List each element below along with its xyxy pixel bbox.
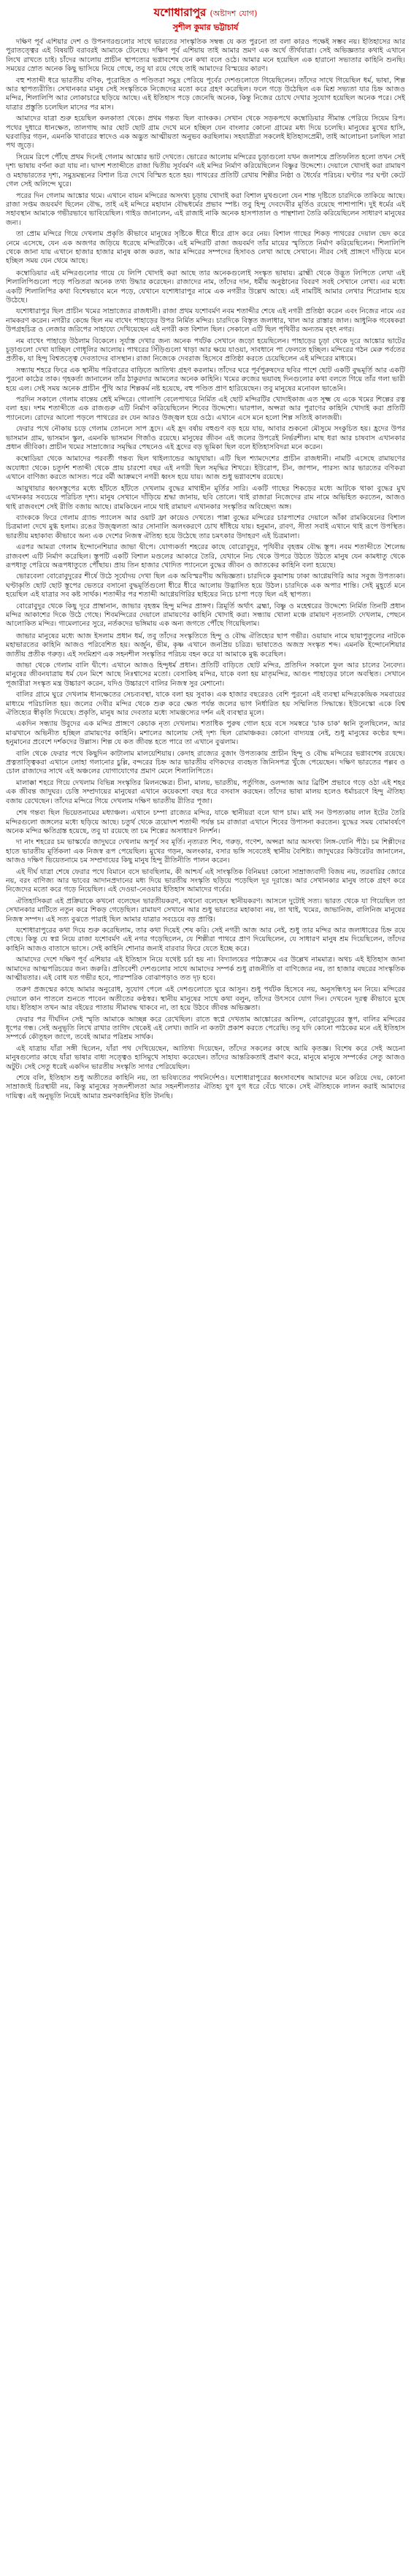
article-paragraph: দা নাং শহরের চম ভাস্কর্যের জাদুঘরে দেখলাম অপূর্ব সব মূর্তি। নৃত্যরত শিব, গরুড়, গণেশ, অপ্সরা আর অসংখ্য লিঙ্গ-যোনি পীঠ। চম শিল্পীদের হাতে ভারতীয় মূর্তিকলা এক নিজস্ব রূপ পেয়েছিল। মুখের গড়ন, অলংকার, বসার ভঙ্গি সবেতেই স্থানীয় বৈশিষ্ট্য। জাদুঘরের কিউরেটর জানালেন, আজও দক্ষিণ ভিয়েতনামে চম সম্প্রদায়ের কিছু মানুষ হিন্দু রীতিনীতি পালন করেন।: [6, 838, 405, 865]
article-paragraph: মালাক্কা শহরে গিয়ে দেখলাম বিভিন্ন সংস্কৃতির মিলনক্ষেত্র। চীনা, মালয়, ভারতীয়, পর্তুগিজ, ওলন্দাজ আর ব্রিটিশ প্রভাবে গড়ে ওঠা এই শহর এক জীবন্ত জাদুঘর। চেত্তি সম্প্রদায়ের মানুষেরা এখানে কয়েকশো বছর ধরে বসবাস করছেন। তাঁদের ভাষা মালয় হলেও ধর্মাচরণে হিন্দু ঐতিহ্য বজায় রেখেছেন। তাঁদের মন্দিরে গিয়ে দেখলাম দক্ষিণ ভারতীয় রীতির পূজা।: [6, 778, 405, 805]
article-paragraph: ব্যাংককে ফিরে গেলাম গ্র্যান্ড প্যালেস আর ওয়াট ফ্রা কায়েও দেখতে। পান্না বুদ্ধের মন্দিরের চারপাশের দেয়ালে আঁকা রামকিয়েনের বিশাল চিত্রমালা দেখে মুগ্ধ হলাম। রঙের উজ্জ্বলতা আর সোনালি অলংকরণে চোখ ধাঁধিয়ে যায়। হনুমান, রাবণ, সীতা সবাই এখানে থাই রূপে উপস্থিত। ভারতীয় মহাকাব্য কীভাবে অন্য এক দেশের নিজস্ব ঐতিহ্য হয়ে উঠেছে তার চমৎকার উদাহরণ এই চিত্রমালা।: [6, 513, 405, 540]
article-paragraph: নম বাখেং পাহাড়ে উঠলাম বিকেলে। সূর্যাস্ত দেখার জন্য অনেক পর্যটক সেখানে জড়ো হয়েছিলেন। পাহাড়ের চূড়া থেকে দূরে আঙ্কোর ভাটের চূড়াগুলো দেখা যাচ্ছিল গোধূলির আলোয়। পাথরের সিঁড়িগুলো খাড়া আর ক্ষয়ে যাওয়া, সাবধানে পা ফেলতে হচ্ছিল। মন্দিরের গঠন মেরু পর্বতের প্রতীক, যা হিন্দু বিশ্বতত্ত্বে দেবতাদের বাসস্থান। রাজা নিজেকে দেবরাজ হিসেবে প্রতিষ্ঠা করতে চেয়েছিলেন এই মন্দিরের মাধ্যমে।: [6, 337, 405, 364]
article-paragraph: কম্বোডিয়া থেকে আমাদের পরবর্তী গন্তব্য ছিল থাইল্যান্ডের আয়ুথায়া। এটি ছিল শ্যামদেশের প্রাচীন রাজধানী। নামটি এসেছে রামায়ণের অযোধ্যা থেকে। চতুর্দশ শতাব্দী থেকে প্রায় চারশো বছর এই নগরী ছিল সমৃদ্ধির শিখরে। ইউরোপ, চীন, জাপান, পারস্য আর ভারতের বণিকরা এখানে বাণিজ্য করতে আসত। পরে বর্মী আক্রমণে নগরী ধ্বংস হয়ে যায়। আজ শুধু ভগ্নাবশেষ রয়েছে।: [6, 455, 405, 482]
article-paragraph: এই দীর্ঘ যাত্রা শেষে ফেরার পথে বিমানে বসে ভাবছিলাম, কী আশ্চর্য এই সাংস্কৃতিক বিনিময়! কোনো সাম্রাজ্যবাদী বিজয় নয়, তরবারির জোরে নয়, বরং বাণিজ্য আর ভাবের আদানপ্রদানের মধ্য দিয়ে ভারতীয় সংস্কৃতি ছড়িয়ে পড়েছিল দূর দূরান্তে। আর সেখানকার মানুষ তাকে গ্রহণ করে নিজেদের মতো করে গড়ে নিয়েছিল। এই দেওয়া-নেওয়ার ইতিহাস আমাদের গর্বের।: [6, 867, 405, 894]
article-paragraph: জাভা থেকে গেলাম বালি দ্বীপে। এখানে আজও হিন্দুধর্ম প্রধান। প্রতিটি বাড়িতে ছোট মন্দির, প্রতিদিন সকালে ফুল আর চালের নৈবেদ্য। মানুষের জীবনযাত্রায় ধর্ম যেন মিশে আছে নিঃশ্বাসের মতো। বেসাকিহ মন্দির, যাকে বলা হয় মাতৃমন্দির, আগুং পাহাড়ের ঢালে অবস্থিত। সেখানে পূজারীরা সংস্কৃত মন্ত্র উচ্চারণ করেন, যদিও উচ্চারণে বালির নিজস্ব সুর মেশানো।: [6, 662, 405, 688]
article-paragraph: যশোধারাপুরের কথা দিয়ে শুরু করেছিলাম, তার কথা দিয়েই শেষ করি। সেই নগরী আজ আর নেই, শুধু তার মন্দির আর জলাধারের চিহ্ন রয়ে গেছে। কিন্তু যে স্বপ্ন নিয়ে রাজা যশোবর্মণ এই নগর গড়েছিলেন, যে শিল্পীরা পাথরে প্রাণ দিয়েছিলেন, যে সাধারণ মানুষ শ্রম দিয়েছিলেন, তাঁদের কাহিনি আজও বাতাসে ভাসে। সেই কাহিনি শোনার জন্যই বারবার ফিরে যেতে ইচ্ছে করে।: [6, 926, 405, 953]
article-paragraph: কম্বোডিয়ার এই মন্দিরগুলোর গায়ে যে লিপি খোদাই করা আছে তার অনেকগুলোই সংস্কৃত ভাষায়। ব্রাহ্মী থেকে উদ্ভূত লিপিতে লেখা এই শিলালিপিগুলো পড়ে পণ্ডিতরা অনেক তথ্য উদ্ধার করেছেন। রাজাদের নাম, তাঁদের দান, ধর্মীয় অনুষ্ঠানের বিবরণ সবই সেখানে লেখা। এর মধ্যে একটি শিলালিপির কথা বিশেষভাবে মনে পড়ে, যেখানে যশোধারাপুর নামে এক নগরীর উল্লেখ আছে। এই নামটিই আমার লেখার শিরোনাম হয়ে উঠেছে।: [6, 269, 405, 304]
article-paragraph: এরপর আমরা গেলাম ইন্দোনেশিয়ার জাভা দ্বীপে। যোগ্যকর্তা শহরের কাছে বোরোবুদুর, পৃথিবীর বৃহত্তম বৌদ্ধ স্তূপ। নবম শতাব্দীতে শৈলেন্দ্র রাজবংশ এটি নির্মাণ করেছিল। স্তূপটি একটি বিশাল মণ্ডলের আকারে তৈরি, যেখানে নিচ থেকে উপরে উঠতে উঠতে মানুষ যেন কামধাতু থেকে রূপধাতু পেরিয়ে অরূপধাতুতে পৌঁছায়। প্রায় তিন হাজার খোদিত প্যানেলে বুদ্ধের জীবন ও জাতকের কাহিনি বলা হয়েছে।: [6, 543, 405, 570]
article-paragraph: একদিন সন্ধ্যায় উবুদের এক মন্দির প্রাঙ্গণে কেচাক নৃত্য দেখলাম। শতাধিক পুরুষ গোল হয়ে বসে সমস্বরে 'চাক চাক' ধ্বনি তুলছিলেন, আর মাঝখানে অভিনীত হচ্ছিল রামায়ণের কাহিনি। মশালের আলোয় সেই দৃশ্য ছিল রোমাঞ্চকর। কোনো বাদ্যযন্ত্র নেই, শুধু মানুষের কণ্ঠের ছন্দ। হনুমানের প্রবেশে দর্শকদের উল্লাস। শিল্প যে কত জীবন্ত হতে পারে তা এখানে বুঝলাম।: [6, 720, 405, 747]
article-paragraph: দক্ষিণ পূর্ব এশিয়ার দেশ ও উপনগরগুলোর সাথে ভারতের সাংস্কৃতিক সম্বন্ধ যে কত পুরনো তা বলা কারও পক্ষেই সম্ভব নয়। ইতিহাসের আর পুরাতত্ত্বের এই বিষয়টি বরাবরই আমাকে টেনেছে। দক্ষিণ পূর্ব এশিয়ায় তাই আমার ভ্রমণ এক অর্থে তীর্থযাত্রা। সেই অভিজ্ঞতার কথাই এখানে লিখে রাখতে চাই। চাঁদের আলোয় প্রাচীন স্থাপত্যের ভগ্নাবশেষ যেন কথা বলে ওঠে। আমার মনে হয়েছিল এক হারানো সভ্যতার কাহিনি শুনছি। সময়ের স্রোত অনেক কিছু ভাসিয়ে নিয়ে গেছে, তবু যা রয়ে গেছে তাই আমাদের বিস্ময়ের কারণ।: [6, 38, 405, 74]
article-paragraph: ভোরবেলা বোরোবুদুরের শীর্ষে উঠে সূর্যোদয় দেখা ছিল এক অবিস্মরণীয় অভিজ্ঞতা। চারদিকে কুয়াশায় ঢাকা আগ্নেয়গিরি আর সবুজ উপত্যকা। ঘণ্টাকৃতি ছোট ছোট স্তূপের ভেতরে বসানো বুদ্ধমূর্তিগুলো ধীরে ধীরে আলোয় উদ্ভাসিত হয়ে উঠল। চারদিকে এক অপার শান্তি। সেই মুহূর্তে মনে হয়েছিল এই যাত্রার সব কষ্ট সার্থক। শতাব্দীর পর শতাব্দী আগ্নেয়গিরির ছাইয়ের নিচে চাপা পড়ে ছিল এই স্থাপত্য।: [6, 572, 405, 599]
article-paragraph: তা প্রোম মন্দিরে গিয়ে দেখলাম প্রকৃতি কীভাবে মানুষের সৃষ্টিকে ধীরে ধীরে গ্রাস করে নেয়। বিশাল গাছের শিকড় পাথরের দেয়াল ভেদ করে নেমে এসেছে, যেন এক অজগর জড়িয়ে ধরেছে মন্দিরটিকে। এই মন্দিরটি রাজা জয়বর্মণ তাঁর মায়ের স্মৃতিতে নির্মাণ করিয়েছিলেন। শিলালিপি থেকে জানা যায় এখানে হাজার হাজার মানুষ কাজ করত, আর মন্দিরের সম্পদের হিসাবও লেখা আছে সেখানে। নীরব সেই প্রাঙ্গণে দাঁড়িয়ে মনে হচ্ছিল সময় যেন থেমে আছে।: [6, 230, 405, 266]
article-paragraph: সন্ধ্যায় শহরে ফিরে এক স্থানীয় পরিবারের বাড়িতে আতিথ্য গ্রহণ করলাম। তাঁদের ঘরে পূর্বপুরুষদের ছবির পাশে ছোট একটি বুদ্ধমূর্তি আর একটি পুরনো কাঠের তাক। গৃহকর্তা জানালেন তাঁর ঠাকুরদার আমলের অনেক কাহিনি। খমের রুজের ভয়াবহ দিনগুলোর কথা বলতে গিয়ে তাঁর গলা ভারী হয়ে এল। সেই সময় অনেক প্রাচীন পুঁথি আর শিল্পকর্ম নষ্ট হয়েছে, বহু পণ্ডিত প্রাণ হারিয়েছেন। তবু মানুষের মনোবল ভাঙেনি।: [6, 366, 405, 393]
article-paragraph: পরদিন সকালে গেলাম বান্তেয় শ্রেই মন্দিরে। গোলাপি বেলেপাথরে নির্মিত এই ছোট মন্দিরটির খোদাইকাজ এত সূক্ষ্ম যে একে খমের শিল্পের রত্ন বলা হয়। দশম শতাব্দীতে এক রাজগুরু এটি নির্মাণ করিয়েছিলেন শিবের উদ্দেশ্যে। দ্বারপাল, অপ্সরা আর পুরাণের কাহিনি খোদাই করা প্রতিটি প্যানেলে। রোদের আলো পড়লে পাথরের রং যেন আরও উজ্জ্বল হয়ে ওঠে। এখানে এসে মনে হলো শিল্প সত্যিই কালজয়ী।: [6, 396, 405, 422]
article-paragraph: তরুণ প্রজন্মের কাছে আমার অনুরোধ, সুযোগ পেলে এই দেশগুলোতে ঘুরে আসুন। শুধু পর্যটক হিসেবে নয়, অনুসন্ধিৎসু মন নিয়ে। মন্দিরের দেয়ালে কান পাতলে শুনতে পাবেন অতীতের কণ্ঠস্বর। স্থানীয় মানুষের সাথে কথা বলুন, তাঁদের উৎসবে যোগ দিন। দেখবেন দূরত্ব কীভাবে মুছে যায়। ইতিহাস তখন আর বইয়ের পাতায় সীমাবদ্ধ থাকবে না, তা হয়ে উঠবে জীবন্ত অভিজ্ঞতা।: [6, 986, 405, 1013]
article-paragraph: আমাদের যাত্রা শুরু হয়েছিল কলকাতা থেকে। প্রথম গন্তব্য ছিল ব্যাংকক। সেখান থেকে সড়কপথে কম্বোডিয়ার সীমান্ত পেরিয়ে সিয়েম রিপ। পথের দুধারে ধানক্ষেত, তালগাছ আর ছোট ছোট গ্রাম দেখে মনে হচ্ছিল যেন বাংলার কোনো গ্রামের মধ্য দিয়ে চলেছি। মানুষের মুখের হাসি, ঘরবাড়ির গড়ন, এমনকি খাবারের স্বাদেও এক অদ্ভুত আত্মীয়তা অনুভব করছিলাম। সহযাত্রীরা সকলেই ইতিহাসপ্রেমী, তাই আলোচনা চলছিল সারা পথ জুড়ে।: [6, 115, 405, 150]
article-title-sub: (অষ্টাদশ যোগ): [210, 9, 258, 18]
article-paragraph: ফেরার পথে নৌকায় চড়ে গেলাম তোনলে সাপ হ্রদে। এই হ্রদ বর্ষায় বহুগুণ বড় হয়ে যায়, আবার শুকনো মৌসুমে সংকুচিত হয়। হ্রদের উপর ভাসমান গ্রাম, ভাসমান স্কুল, এমনকি ভাসমান গির্জাও রয়েছে। মানুষের জীবন এই জলের উপরেই নির্ভরশীল। মাছ ধরা আর চাষবাস এখানকার প্রধান জীবিকা। প্রাচীন খমের সাম্রাজ্যের সমৃদ্ধির পেছনেও এই হ্রদের বড় ভূমিকা ছিল বলে ইতিহাসবিদরা মনে করেন।: [6, 425, 405, 452]
article-author: সুশীল কুমার ভট্টাচার্য: [172, 23, 239, 32]
article-paragraph: জাভার মানুষের মধ্যে আজ ইসলাম প্রধান ধর্ম, তবু তাঁদের সংস্কৃতিতে হিন্দু ও বৌদ্ধ ঐতিহ্যের ছাপ গভীর। ওয়ায়াং নামে ছায়াপুতুলের নাটকে মহাভারতের কাহিনি আজও পরিবেশিত হয়। অর্জুন, ভীম, কৃষ্ণ এখানে জনপ্রিয় চরিত্র। ভাষাতেও অজস্র সংস্কৃত শব্দ। এমনকি ইন্দোনেশিয়ার জাতীয় প্রতীক গরুড়। এই সংমিশ্রণ এক সহনশীল সংস্কৃতির পরিচয় বহন করে যা আমাকে মুগ্ধ করেছিল।: [6, 632, 405, 659]
article-paragraph: ফেরার পর দীর্ঘদিন সেই স্মৃতি আমাকে আচ্ছন্ন করে রেখেছিল। রাতে স্বপ্নে দেখতাম আঙ্কোরের অলিন্দ, বোরোবুদুরের স্তূপ, বালির মন্দিরের ধূপের গন্ধ। সেই অনুভূতি লিখে রাখার তাগিদ থেকেই এই লেখা। জানি না কতটা প্রকাশ করতে পেরেছি। তবু যদি কোনো পাঠকের মনে এই ইতিহাস সম্পর্কে কৌতূহল জাগে, তবেই আমার পরিশ্রম সার্থক।: [6, 1015, 405, 1042]
article-paragraph: ঐতিহাসিকরা এই প্রক্রিয়াকে কখনো বলেছেন ভারতীয়করণ, কখনো বলেছেন স্থানীয়করণ। আসলে দুটোই সত্য। ভারত থেকে যা গিয়েছিল তা সেখানকার মাটিতে নতুন করে শিকড় গেড়েছিল। রামায়ণ সেখানে আর শুধু ভারতের মহাকাব্য নয়, তা থাই, খমের, জাভানিজ, বালিনিজ মানুষের নিজস্ব সম্পদ। এই সত্য বুঝতে পারাই ছিল আমার যাত্রার সবচেয়ে বড় প্রাপ্তি।: [6, 897, 405, 924]
article-paragraph: বালির গ্রামে ঘুরে দেখলাম ধানক্ষেতের সেচব্যবস্থা, যাকে বলা হয় সুবাক। এক হাজার বছরেরও বেশি পুরনো এই ব্যবস্থা মন্দিরকেন্দ্রিক সমবায়ের মাধ্যমে পরিচালিত হয়। জলের দেবীর মন্দির থেকে শুরু করে ক্ষেত পর্যন্ত জলের ভাগ নির্ধারিত হয় সম্মিলিত সিদ্ধান্তে। ইউনেস্কো একে বিশ্ব ঐতিহ্যের স্বীকৃতি দিয়েছে। প্রকৃতি, মানুষ আর দেবতার মধ্যে সামঞ্জস্যের দর্শন এই ব্যবস্থার মূলে।: [6, 691, 405, 718]
article-paragraph: যশোধারাপুর ছিল প্রাচীন খমের সাম্রাজ্যের রাজধানী। রাজা প্রথম যশোবর্মণ নবম শতাব্দীর শেষে এই নগরী প্রতিষ্ঠা করেন এবং নিজের নামে এর নামকরণ করেন। নগরীর কেন্দ্রে ছিল নম বাখেং পাহাড়ের উপর নির্মিত মন্দির। চারদিকে বিস্তৃত জলাধার, খাল আর রাস্তার জাল। আধুনিক গবেষকরা উপগ্রহচিত্র ও লেজার জরিপের সাহায্যে দেখিয়েছেন এই নগরী কত বিশাল ছিল। সেকালে এটি ছিল পৃথিবীর অন্যতম বৃহৎ নগর।: [6, 307, 405, 334]
article-body: [6, 38, 405, 2576]
article-title: [6, 4, 405, 22]
article-paragraph: এই যাত্রায় যাঁরা সঙ্গী ছিলেন, যাঁরা পথ দেখিয়েছেন, আতিথ্য দিয়েছেন, তাঁদের সকলের কাছে আমি কৃতজ্ঞ। বিশেষ করে সেই অচেনা মানুষগুলোর কাছে যাঁরা ভাষার বাধা সত্ত্বেও হাসিমুখে সাহায্য করেছেন। তাঁদের আন্তরিকতাই প্রমাণ করে, মানুষে মানুষে সম্পর্কের সেতু আজও অটুট। সেই সেতু ধরেই একদিন ভারতীয় সংস্কৃতি সাগর পেরিয়েছিল।: [6, 1044, 405, 1071]
article-paragraph: পরের দিন গেলাম আঙ্কোর থমে। এখানে বায়ন মন্দিরের অসংখ্য চূড়ায় খোদাই করা বিশাল মুখগুলো যেন শান্ত দৃষ্টিতে চারদিকে তাকিয়ে আছে। রাজা সপ্তম জয়বর্মণ ছিলেন বৌদ্ধ, তাই এই মন্দিরে মহাযান বৌদ্ধধর্মের প্রভাব স্পষ্ট। তবু হিন্দু দেবদেবীর মূর্তিও রয়েছে পাশাপাশি। দুই ধর্মের এই সহাবস্থান আমাকে গভীরভাবে ভাবিয়েছিল। গাইড জানালেন, এই রাজাই নাকি অনেক হাসপাতাল ও পান্থশালা তৈরি করিয়েছিলেন সাধারণ মানুষের জন্য।: [6, 191, 405, 227]
article-paragraph: বোরোবুদুর থেকে কিছু দূরে প্রাম্বানান, জাভার বৃহত্তম হিন্দু মন্দির প্রাঙ্গণ। ত্রিমূর্তি অর্থাৎ ব্রহ্মা, বিষ্ণু ও মহেশ্বরের উদ্দেশ্যে নির্মিত তিনটি প্রধান মন্দির আকাশের দিকে উঠে গেছে। শিবমন্দিরের দেয়ালে রামায়ণের কাহিনি খোদাই করা। সন্ধ্যায় খোলা মঞ্চে রামায়ণ নৃত্যনাট্য দেখলাম, পেছনে আলোকিত মন্দির। গামেলানের সুরে, নর্তকদের ভঙ্গিমায় এক অন্য জগতে পৌঁছে গিয়েছিলাম।: [6, 602, 405, 629]
article-paragraph: আয়ুথায়ার ধ্বংসস্তূপের মধ্যে হাঁটতে হাঁটতে দেখলাম বুদ্ধের মাথাহীন মূর্তির সারি। একটি গাছের শিকড়ের মধ্যে আটকে থাকা বুদ্ধের মুখ এখানকার সবচেয়ে পরিচিত দৃশ্য। মানুষ সেখানে দাঁড়িয়ে শ্রদ্ধা জানায়, ছবি তোলে। থাই রাজারা নিজেদের রাম নামে অভিহিত করতেন, আজও থাই রাজবংশে সেই রীতি বজায় আছে। রামকিয়েন নামে থাই রামায়ণ এখানকার সংস্কৃতির অবিচ্ছেদ্য অঙ্গ।: [6, 484, 405, 511]
article-paragraph: সিয়েম রিপে পৌঁছে প্রথম দিনেই গেলাম আঙ্কোর ভাট দেখতে। ভোরের আলোয় মন্দিরের চূড়াগুলো যখন জলাশয়ে প্রতিফলিত হলো তখন সেই দৃশ্য ভাষায় বর্ণনা করা যায় না। দ্বাদশ শতাব্দীতে রাজা দ্বিতীয় সূর্যবর্মণ এই মন্দির নির্মাণ করিয়েছিলেন বিষ্ণুর উদ্দেশ্যে। দেয়ালে খোদাই করা রামায়ণ ও মহাভারতের দৃশ্য, সমুদ্রমন্থনের বিশাল চিত্র দেখে বিস্মিত হতে হয়। পাথরের প্রতিটি রেখায় শিল্পীর নিষ্ঠা ও ধৈর্যের পরিচয়। ঘণ্টার পর ঘণ্টা কেটে গেল সেই অলিন্দে ঘুরে।: [6, 153, 405, 189]
article-paragraph: শেষে বলি, ইতিহাস শুধু অতীতের কাহিনি নয়, তা ভবিষ্যতের পথনির্দেশও। যশোধারাপুরের ধ্বংসাবশেষ আমাদের মনে করিয়ে দেয়, কোনো সাম্রাজ্যই চিরস্থায়ী নয়, কিন্তু মানুষের সৃজনশীলতা আর সহনশীলতার ঐতিহ্য যুগ যুগ ধরে বেঁচে থাকে। সেই ঐতিহ্যকে লালন করাই আমাদের দায়িত্ব। এই অনুভূতি নিয়েই আমার ভ্রমণকাহিনির ইতি টানছি।: [6, 1074, 405, 1100]
article-paragraph: বহু শতাব্দী ধরে ভারতীয় বণিক, পুরোহিত ও পণ্ডিতরা সমুদ্র পেরিয়ে পূর্বের দেশগুলোতে গিয়েছিলেন। তাঁদের সাথে গিয়েছিল ধর্ম, ভাষা, শিল্প আর স্থাপত্যরীতি। সেখানকার মানুষ সেই সংস্কৃতিকে নিজেদের মতো করে গ্রহণ করেছিল। ফলে গড়ে উঠেছিল এক মিশ্র সভ্যতা যার চিহ্ন আজও মন্দির, শিলালিপি আর লোকাচারে ছড়িয়ে আছে। এই ইতিহাস পড়ে জেনেছি অনেক, কিন্তু নিজের চোখে দেখার সুযোগ হয়েছিল অনেক পরে। সেই যাত্রার প্রস্তুতি চলেছিল মাসের পর মাস।: [6, 76, 405, 112]
article-paragraph: বালি থেকে ফেরার পথে কিছুদিন কাটালাম মালয়েশিয়ায়। কেদাহ রাজ্যের বুজাং উপত্যকায় প্রাচীন হিন্দু ও বৌদ্ধ মন্দিরের ভগ্নাবশেষ রয়েছে। প্রত্নতাত্ত্বিকরা এখানে লোহা গলানোর চুল্লি, বন্দরের চিহ্ন আর ভারতীয় বণিকদের ব্যবহৃত জিনিসপত্র খুঁজে পেয়েছেন। দক্ষিণ ভারতের পল্লব ও চোল রাজাদের সাথে এই অঞ্চলের যোগাযোগের প্রমাণ মেলে শিলালিপিতে।: [6, 749, 405, 776]
article-paragraph: আমাদের দেশে দক্ষিণ পূর্ব এশিয়ার এই ইতিহাস নিয়ে যথেষ্ট চর্চা হয় না। বিদ্যালয়ের পাঠ্যক্রমে এর উল্লেখ নামমাত্র। অথচ এই ইতিহাস জানা আমাদের আত্মপরিচয়ের জন্য জরুরি। প্রতিবেশী দেশগুলোর সাথে আমাদের সম্পর্ক শুধু রাজনীতি বা বাণিজ্যের নয়, তা হাজার বছরের সাংস্কৃতিক আত্মীয়তার। এই বোধ যত গভীর হবে, পারস্পরিক বোঝাপড়াও তত দৃঢ় হবে।: [6, 956, 405, 982]
article-paragraph: শেষ গন্তব্য ছিল ভিয়েতনামের মধ্যাঞ্চল। এখানে চম্পা রাজ্যের মন্দির, যাকে স্থানীয়রা বলে থাপ চাম। মাই সন উপত্যকায় লাল ইটের তৈরি মন্দিরগুলো জঙ্গলের মধ্যে ছড়িয়ে আছে। চতুর্থ থেকে ত্রয়োদশ শতাব্দী পর্যন্ত চম রাজারা এখানে শিবের উপাসনা করতেন। যুদ্ধের সময় বোমাবর্ষণে অনেক মন্দির ক্ষতিগ্রস্ত হয়েছে, তবু যা রয়েছে তা চম শিল্পের অসাধারণ নিদর্শন।: [6, 809, 405, 835]
article-title-main: যশোধারাপুর: [153, 6, 207, 19]
